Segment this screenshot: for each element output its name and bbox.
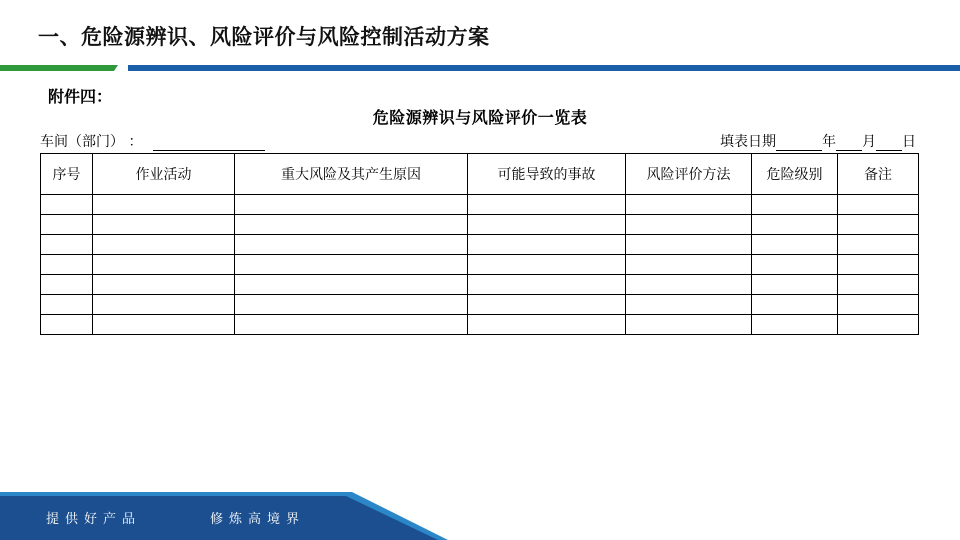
column-header-remarks: 备注	[838, 154, 919, 195]
table-body	[41, 195, 919, 335]
table-cell	[235, 275, 468, 295]
table-cell	[468, 275, 626, 295]
department-line	[40, 131, 265, 151]
table-cell	[235, 295, 468, 315]
table-cell	[752, 255, 838, 275]
table-cell	[93, 315, 235, 335]
table-row	[41, 215, 919, 235]
table-row	[41, 195, 919, 215]
table-cell	[468, 195, 626, 215]
table-cell	[752, 215, 838, 235]
table-cell	[626, 215, 752, 235]
table-cell	[235, 195, 468, 215]
table-cell	[41, 215, 93, 235]
day-label: 日	[902, 134, 916, 150]
column-header-hazard-level: 危险级别	[752, 154, 838, 195]
table-cell	[93, 295, 235, 315]
year-blank-field	[776, 136, 822, 151]
table-cell	[838, 275, 919, 295]
table-cell	[752, 195, 838, 215]
table-cell	[468, 315, 626, 335]
table-cell	[93, 275, 235, 295]
table-cell	[468, 255, 626, 275]
department-label: 车间（部门） ：	[40, 134, 143, 150]
table-cell	[235, 235, 468, 255]
column-header-major-risk: 重大风险及其产生原因	[235, 154, 468, 195]
table-cell	[468, 235, 626, 255]
table-cell	[838, 315, 919, 335]
risk-assessment-table	[40, 153, 919, 335]
table-cell	[93, 195, 235, 215]
year-label: 年	[822, 134, 836, 150]
table-cell	[838, 215, 919, 235]
table-row	[41, 275, 919, 295]
table-cell	[752, 275, 838, 295]
table-row	[41, 295, 919, 315]
column-header-serial: 序号	[41, 154, 93, 195]
column-header-possible-accident: 可能导致的事故	[468, 154, 626, 195]
slide-title: 一、危险源辨识、风险评价与风险控制活动方案	[38, 25, 490, 49]
table-cell	[468, 215, 626, 235]
table-cell	[41, 295, 93, 315]
table-cell	[838, 255, 919, 275]
footer-shape	[0, 488, 960, 540]
table-cell	[41, 235, 93, 255]
table-cell	[468, 295, 626, 315]
header-bar-blue	[128, 65, 960, 71]
table-cell	[41, 275, 93, 295]
table-cell	[41, 315, 93, 335]
table-cell	[626, 255, 752, 275]
table-cell	[93, 215, 235, 235]
table-cell	[41, 255, 93, 275]
footer-slogan-right: 修炼高境界	[210, 512, 306, 527]
table-row	[41, 255, 919, 275]
column-header-activity: 作业活动	[93, 154, 235, 195]
table-title: 危险源辨识与风险评价一览表	[372, 108, 588, 127]
table-cell	[838, 235, 919, 255]
table-cell	[838, 295, 919, 315]
table-cell	[752, 295, 838, 315]
fill-date-label: 填表日期	[720, 134, 776, 150]
table-cell	[752, 315, 838, 335]
month-blank-field	[836, 136, 862, 151]
table-cell	[626, 315, 752, 335]
column-header-assessment-method: 风险评价方法	[626, 154, 752, 195]
month-label: 月	[862, 134, 876, 150]
table-cell	[93, 235, 235, 255]
table-cell	[235, 215, 468, 235]
footer-band	[0, 488, 960, 540]
footer-slogan-left: 提供好产品	[46, 512, 142, 527]
table-cell	[626, 275, 752, 295]
table-cell	[626, 235, 752, 255]
table-cell	[626, 295, 752, 315]
table-cell	[626, 195, 752, 215]
table-cell	[752, 235, 838, 255]
header-divider-bar	[0, 65, 960, 71]
fill-date-line	[720, 131, 916, 151]
header-bar-green	[0, 65, 122, 71]
department-blank-field	[153, 136, 265, 151]
table-row	[41, 235, 919, 255]
day-blank-field	[876, 136, 902, 151]
table-cell	[838, 195, 919, 215]
table-header-row	[41, 154, 919, 195]
table-row	[41, 315, 919, 335]
table-cell	[235, 255, 468, 275]
table-cell	[93, 255, 235, 275]
appendix-label: 附件四：	[48, 87, 113, 106]
table-cell	[41, 195, 93, 215]
table-cell	[235, 315, 468, 335]
